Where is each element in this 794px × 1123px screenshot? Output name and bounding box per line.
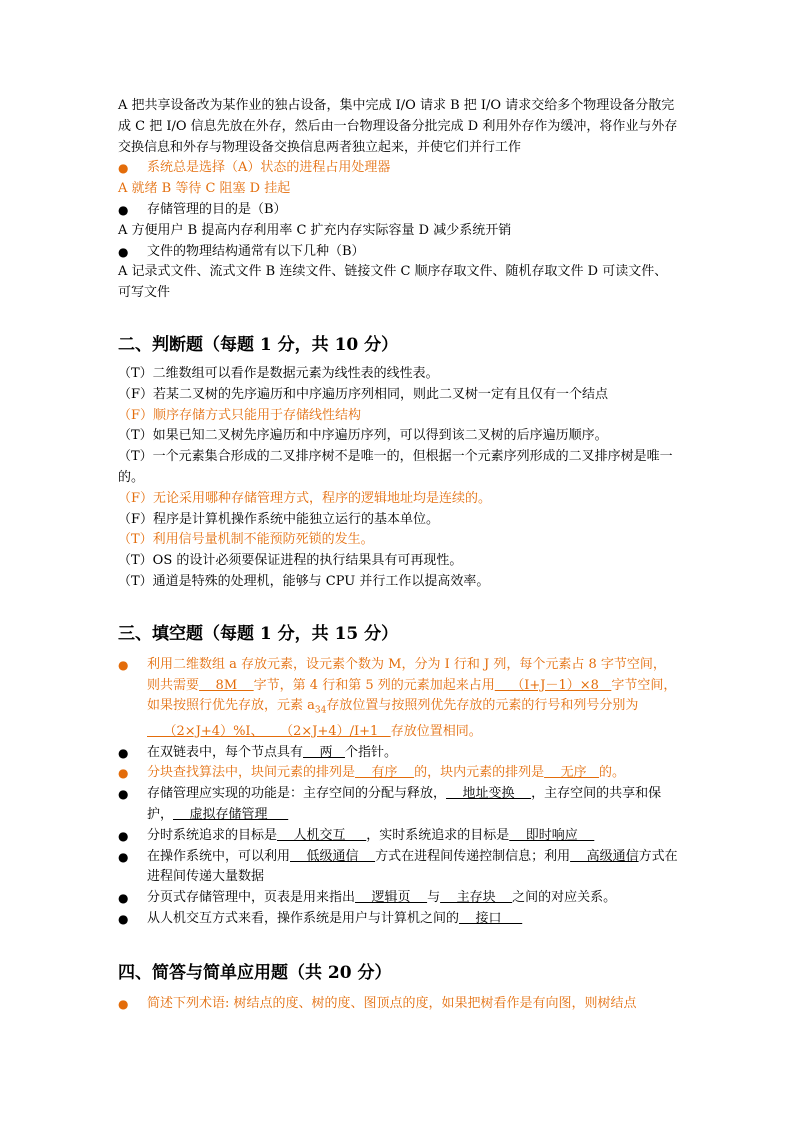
answer-blank: 即时响应 xyxy=(509,827,595,843)
true-false-list xyxy=(118,364,678,593)
bullet-icon: ● xyxy=(118,161,129,176)
fill-text: ，主存空间的共享和保护， xyxy=(147,786,662,822)
fill-text: 之间的对应关系。 xyxy=(512,890,617,906)
section-heading: 三、填空题（每题 1 分，共 15 分） xyxy=(118,623,399,644)
judgement-item: （F）无论采用哪种存储管理方式，程序的逻辑地址均是连续的。 xyxy=(118,490,492,506)
bullet-icon: ● xyxy=(118,745,129,760)
bullet-icon: ● xyxy=(118,891,129,906)
fill-item xyxy=(118,743,678,764)
answer-blank: 地址变换 xyxy=(446,786,532,802)
question-text: 简述下列术语: 树结点的度、树的度、图顶点的度，如果把树看作是有向图，则树结点 xyxy=(147,995,637,1011)
bullet-icon: ● xyxy=(118,244,129,259)
bullet-icon: ● xyxy=(118,787,129,802)
question-item xyxy=(118,158,678,179)
question-text: 文件的物理结构通常有以下几种（B） xyxy=(147,243,365,259)
question-options: A 方便用户 B 提高内存利用率 C 扩充内存实际容量 D 减少系统开销 xyxy=(118,222,512,238)
question-options: A 就绪 B 等待 C 阻塞 D 挂起 xyxy=(118,181,291,197)
question-options: A 记录式文件、流式文件 B 连续文件、链接文件 C 顺序存取文件、随机存取文件 D 可读文件、可写文件 xyxy=(118,264,668,301)
answer-blank: 人机交互 xyxy=(277,827,367,843)
judgement-item: （T）OS 的设计必须要保证进程的执行结果具有可再现性。 xyxy=(118,553,463,569)
section-heading: 二、判断题（每题 1 分，共 10 分） xyxy=(118,334,399,355)
fill-text: 分时系统追求的目标是 xyxy=(147,827,278,843)
subscript: 34 xyxy=(314,705,327,716)
fill-item xyxy=(118,909,678,930)
answer-blank: 低级通信 xyxy=(290,848,376,864)
bullet-icon: ● xyxy=(118,657,129,672)
bullet-icon: ● xyxy=(118,828,129,843)
fill-text: 个指针。 xyxy=(344,744,397,760)
fill-text: 的。 xyxy=(599,765,626,781)
answer-blank: 8M xyxy=(199,677,254,693)
question-text: 系统总是选择（A）状态的进程占用处理器 xyxy=(147,160,391,176)
answer-blank: 无序 xyxy=(544,765,600,781)
fill-text: 存放位置与按照列优先存放的元素的行号和列号分别为 xyxy=(326,698,639,714)
fill-text: 分块查找算法中，块间元素的排列是 xyxy=(147,765,356,781)
judgement-item: （F）若某二叉树的先序遍历和中序遍历序列相同，则此二叉树一定有且仅有一个结点 xyxy=(118,386,609,402)
answer-blank: 高级通信 xyxy=(570,848,639,864)
judgement-item: （F）程序是计算机操作系统中能独立运行的基本单位。 xyxy=(118,511,440,527)
document-page xyxy=(118,96,678,1014)
fill-text: ，实时系统追求的目标是 xyxy=(366,827,510,843)
fill-item xyxy=(118,847,678,889)
fill-text: 的，块内元素的排列是 xyxy=(414,765,545,781)
fill-item xyxy=(118,655,678,743)
bullet-icon: ● xyxy=(118,996,129,1011)
question-item xyxy=(118,200,678,221)
fill-item xyxy=(118,784,678,826)
section-heading: 四、简答与简单应用题（共 20 分） xyxy=(118,962,392,983)
judgement-item: （T）一个元素集合形成的二叉排序树不是唯一的，但根据一个元素序列形成的二叉排序树是唯一的。 xyxy=(118,449,673,485)
fill-text: 存放位置相同。 xyxy=(390,723,482,739)
answer-blank: （I+J－1）×8 xyxy=(494,677,612,693)
fill-text: 从人机交互方式来看，操作系统是用户与计算机之间的 xyxy=(147,910,460,926)
judgement-item: （T）二维数组可以看作是数据元素为线性表的线性表。 xyxy=(118,365,439,381)
judgement-item: （T）通道是特殊的处理机，能够与 CPU 并行工作以提高效率。 xyxy=(118,573,490,589)
judgement-item: （T）利用信号量机制不能预防死锁的发生。 xyxy=(118,532,374,548)
fill-text: 在双链表中，每个节点具有 xyxy=(147,744,304,760)
answer-blank: 主存块 xyxy=(440,890,513,906)
question-item xyxy=(118,994,678,1015)
bullet-icon: ● xyxy=(118,911,129,926)
fill-text: 与 xyxy=(427,890,441,906)
answer-blank: 两 xyxy=(303,744,345,760)
fill-item xyxy=(118,826,678,847)
answer-blank: 有序 xyxy=(355,765,415,781)
fill-text: 方式在进程间传递控制信息；利用 xyxy=(375,848,571,864)
answer-blank: 虚拟存储管理 xyxy=(173,806,289,822)
judgement-item: （F）顺序存储方式只能用于存储线性结构 xyxy=(118,407,362,423)
fill-text: 字节空间，如果按照行优先存放，元素 a xyxy=(147,677,677,714)
fill-item xyxy=(118,888,678,909)
answer-blank: 接口 xyxy=(459,910,523,926)
fill-text: 利用二维数组 a 存放元素，设元素个数为 M，分为 I 行和 J 列，每个元素占 8 字节空间，则共需要 xyxy=(147,656,666,693)
question-text: 存储管理的目的是（B） xyxy=(147,201,287,217)
answer-blank: 逻辑页 xyxy=(355,890,428,906)
fill-text: 在操作系统中，可以利用 xyxy=(147,848,291,864)
bullet-icon: ● xyxy=(118,202,129,217)
bullet-icon: ● xyxy=(118,849,129,864)
fill-text: 分页式存储管理中，页表是用来指出 xyxy=(147,890,356,906)
judgement-item: （T）如果已知二叉树先序遍历和中序遍历序列，可以得到该二叉树的后序遍历顺序。 xyxy=(118,428,608,444)
answer-blank: （2×J+4）%I、 （2×J+4）/I+1 xyxy=(147,723,391,739)
fill-item xyxy=(118,763,678,784)
fill-text: 存储管理应实现的功能是：主存空间的分配与释放， xyxy=(147,786,447,802)
fill-text: 字节，第 4 行和第 5 列的元素加起来占用 xyxy=(253,677,495,693)
question-item xyxy=(118,242,678,263)
bullet-icon: ● xyxy=(118,766,129,781)
fill-text: 方式在进程间传递大量数据 xyxy=(147,848,678,885)
question-options: A 把共享设备改为某作业的独占设备，集中完成 I/O 请求 B 把 I/O 请求交给多个物理设备分散完成 C 把 I/O 信息先放在外存，然后由一台物理设备分批完成 D 利用外存作为缓冲，将作业与外存交换信息和外存与物理设备交换信息两者独立起来，并使它们并行工作 xyxy=(118,98,678,155)
